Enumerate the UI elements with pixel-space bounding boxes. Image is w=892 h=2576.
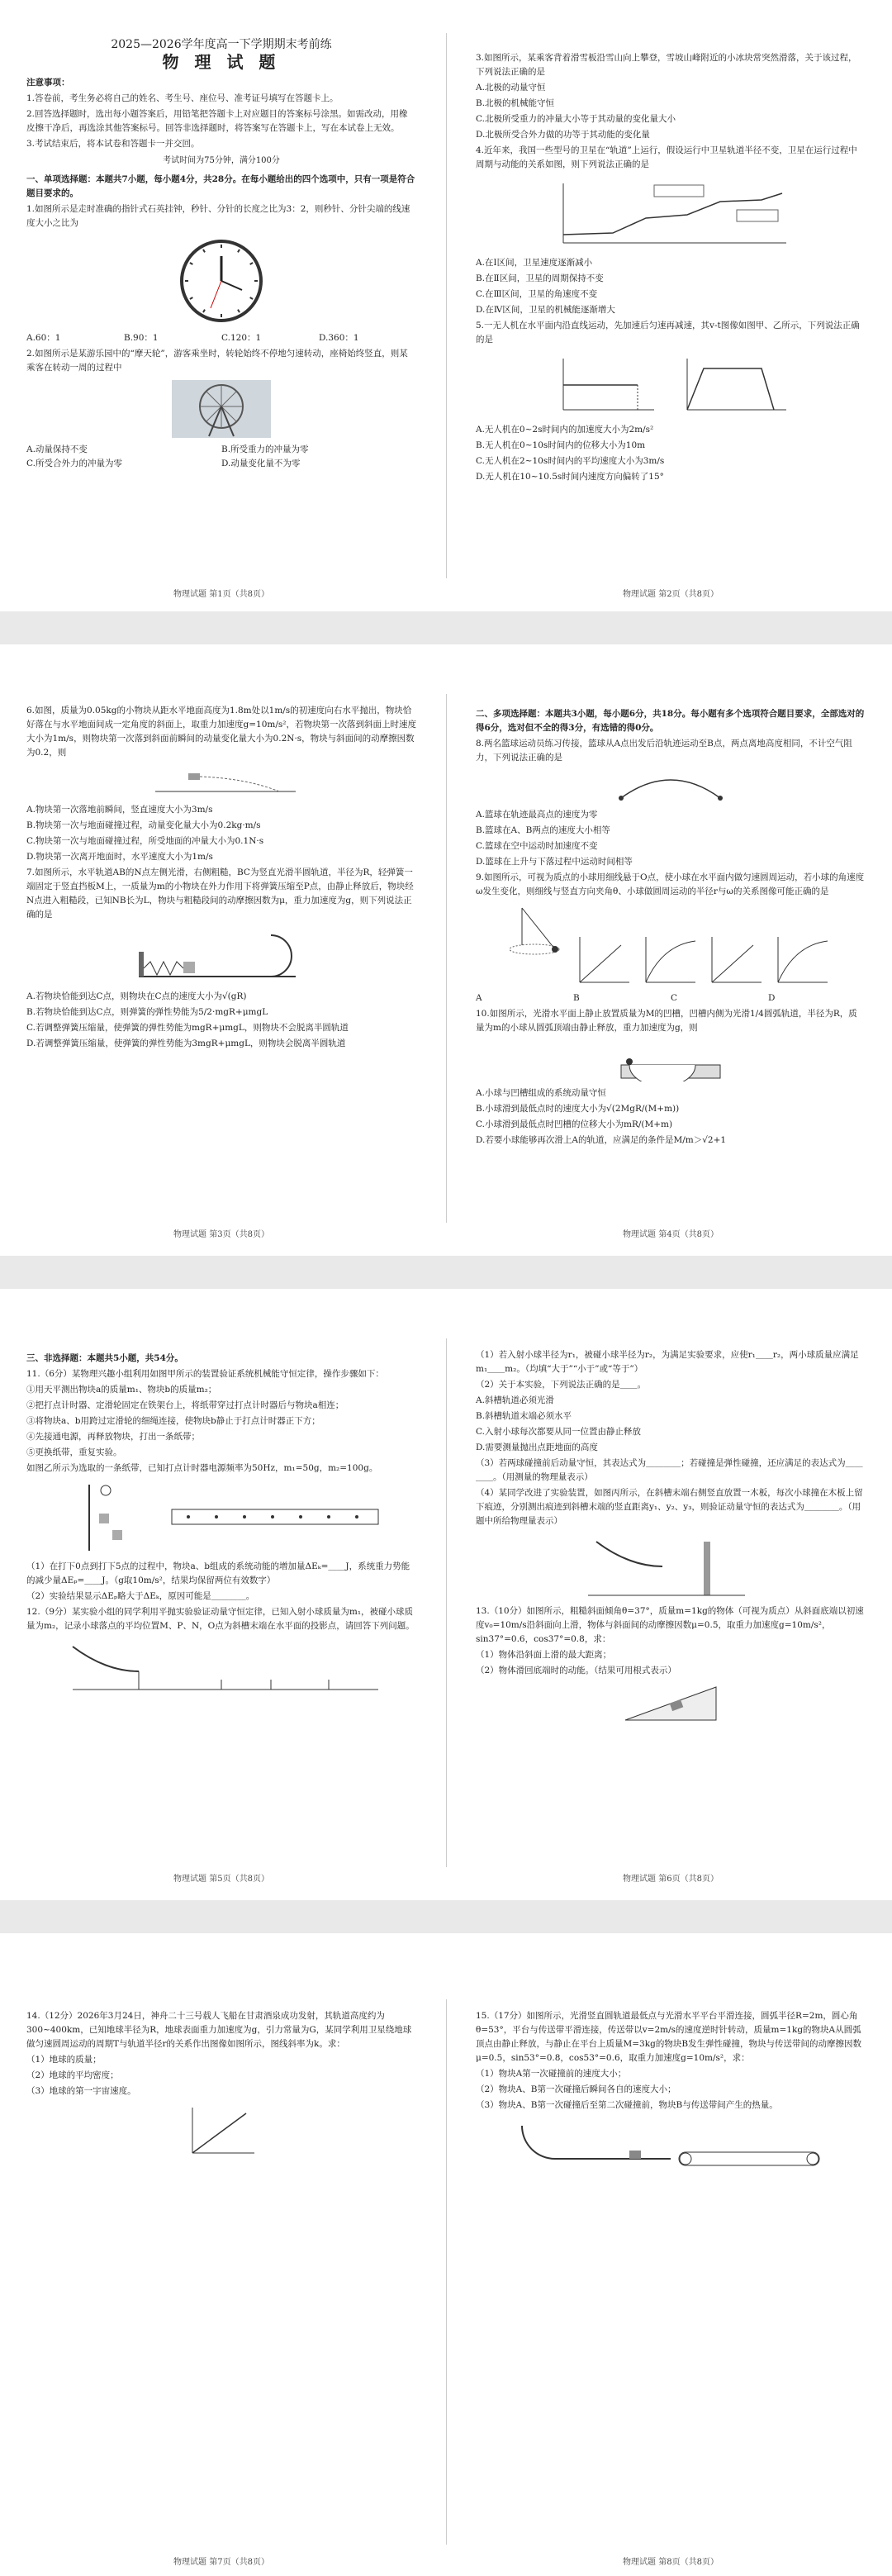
question-text: 14.（12分）2026年3月24日，神舟二十三号载人飞船在甘肃酒泉成功发射，其轨道高度约为300~400km，已知地球半径为R，地球表面重力加速度为g，引力常量为G，某同学利用卫星绕地球做匀速圆周运动的周期T与轨道半径r的关系作出图像如图所示，图线斜率为k。求： xyxy=(26,2011,412,2049)
question-text: 15.（17分）如图所示，光滑竖直圆轨道最低点与光滑水平平台平滑连接，圆弧半径R=2m，圆心角θ=53°，平台与传送带平滑连接，传送带以v=2m/s的速度逆时针转动，质量m=1kg的物块A从圆弧顶点由静止释放，与静止在平台上质量M=3kg的物块B发生弹性碰撞，物块与传送带间的动摩擦因数μ=0.5，sin53°=0.8，cos53°=0.6，取重力加速度g=10m/s²，求： xyxy=(476,2011,862,2063)
sheet-divider xyxy=(446,1999,447,2545)
question-text: B.斜槽轨道末端必须水平 xyxy=(476,1411,572,1421)
question-text: 9.如图所示，可视为质点的小球用细线悬于O点，使小球在水平面内做匀速圆周运动，若小球的角速度ω发生变化，则细线与竖直方向夹角θ、小球做圆周运动的半径r与ω的关系图像可能正确的是 xyxy=(476,872,865,896)
page-footer: 物理试题 第8页（共8页） xyxy=(623,2558,719,2567)
question-text: 4.近年来，我国一些型号的卫星在“轨道”上运行，假设运行中卫星轨道半径不变，卫星在运行过程中周期与动能的关系如图，则下列说法正确的是 xyxy=(476,145,857,169)
page-footer: 物理试题 第6页（共8页） xyxy=(623,1875,719,1884)
exam-sheet-4 xyxy=(0,1933,892,2576)
page-footer: 物理试题 第5页（共8页） xyxy=(173,1875,269,1884)
question-text: （3）物块A、B第一次碰撞后至第二次碰撞前，物块B与传送带间产生的热量。 xyxy=(476,2100,778,2110)
conveyor-figure xyxy=(505,2117,836,2175)
exam-sheet-2 xyxy=(0,644,892,1256)
question-text: D.北极所受合外力做的功等于其动能的变化量 xyxy=(476,130,650,140)
question-text: 12.（9分）某实验小组的同学利用平抛实验验证动量守恒定律，已知入射小球质量为m₁，被碰小球质量为m₂，记录小球落点的平均位置M、P、N，O点为斜槽末端在水平面的投影点，请回答下列问题。 xyxy=(26,1607,415,1631)
answer-option: D.动量变化量不为零 xyxy=(221,459,301,468)
question-text: 5.一无人机在水平面内沿直线运动，先加速后匀速再减速，其v-t图像如图甲、乙所示，下列说法正确的是 xyxy=(476,321,860,345)
question-text: （2）关于本实验，下列说法正确的是＿＿。 xyxy=(476,1380,647,1390)
question-text: A.物块第一次落地前瞬间，竖直速度大小为3m/s xyxy=(26,805,213,815)
wall-clock-figure xyxy=(176,235,267,326)
projectile-figure xyxy=(139,765,304,798)
pendulum-graphs-figure xyxy=(505,904,836,986)
question-text: C.物块第一次与地面碰撞过程，所受地面的冲量大小为0.1N·s xyxy=(26,836,264,846)
question-text: （3）地球的第一宇宙速度。 xyxy=(26,2086,136,2096)
answer-options xyxy=(476,991,866,1005)
question-text: 2.如图所示是某游乐园中的“摩天轮”，游客乘坐时，转轮始终不停地匀速转动，座椅始终竖直，则某乘客在转动一周的过程中 xyxy=(26,349,408,373)
question-text: ①用天平测出物块a的质量m₁、物块b的质量m₂； xyxy=(26,1385,217,1395)
question-text: B.物块第一次与地面碰撞过程，动量变化量大小为0.2kg·m/s xyxy=(26,820,261,830)
question-text: 6.如图，质量为0.05kg的小物块从距水平地面高度为1.8m处以1m/s的初速度向右水平抛出，物块恰好落在与水平地面间成一定角度的斜面上，取重力加速度g=10m/s²，若物块第一次落到斜面上时速度大小为1m/s，则物块第一次落到斜面前瞬间的动量变化量大小为0.2N·s，物块与斜面间的动摩擦因数为0.2，则 xyxy=(26,706,416,758)
question-text: A.小球与凹槽组成的系统动量守恒 xyxy=(476,1088,606,1098)
page-5-column xyxy=(15,1347,428,1701)
question-text: B.小球滑到最低点时的速度大小为√(2MgR/(M+m)) xyxy=(476,1104,680,1114)
incline-figure xyxy=(621,1683,720,1724)
notice-item: 3.考试结束后，将本试卷和答题卡一并交回。 xyxy=(26,139,200,149)
exam-sheet-1 xyxy=(0,0,892,611)
exam-time: 考试时间为75分钟，满分100分 xyxy=(163,156,280,165)
answer-option: D.360：1 xyxy=(319,333,359,343)
question-text: 11.（6分）某物理兴趣小组利用如图甲所示的装置验证系统机械能守恒定律，操作步骤如下： xyxy=(26,1369,384,1379)
page-2-column xyxy=(464,50,877,486)
question-text: B.篮球在A、B两点的速度大小相等 xyxy=(476,825,610,835)
question-text: 7.如图所示，水平轨道AB的N点左侧光滑，右侧粗糙，BC为竖直光滑半圆轨道，半径为R，轻弹簧一端固定于竖直挡板M上，一质量为m的小物块在外力作用下将弹簧压缩至P点，由静止释放后，物块经N点进入粗糙段，已知NB长为L，物块与粗糙段间的动摩擦因数为μ，重力加速度为g，则下列说法正确的是 xyxy=(26,867,414,920)
question-text: D.需要测量抛出点距地面的高度 xyxy=(476,1442,598,1452)
question-text: ②把打点计时器、定滑轮固定在铁架台上，将纸带穿过打点计时器后与物块a相连； xyxy=(26,1400,344,1410)
question-text: D.篮球在上升与下落过程中运动时间相等 xyxy=(476,857,633,867)
question-text: B.北极的机械能守恒 xyxy=(476,98,555,108)
question-text: D.无人机在10~10.5s时间内速度方向偏转了15° xyxy=(476,472,664,482)
sheet-divider xyxy=(446,33,447,578)
question-text: C.在Ⅲ区间，卫星的角速度不变 xyxy=(476,289,598,299)
answer-option: D xyxy=(768,993,776,1003)
question-text: （2）物块A、B第一次碰撞后瞬间各自的速度大小； xyxy=(476,2084,676,2094)
question-text: （1）物块A第一次碰撞前的速度大小； xyxy=(476,2069,627,2079)
orbit-graph-figure xyxy=(547,177,795,251)
question-text: （2）地球的平均密度； xyxy=(26,2070,119,2080)
page-footer: 物理试题 第1页（共8页） xyxy=(173,590,269,599)
exam-title: 物 理 试 题 xyxy=(162,52,281,72)
answer-option: B.所受重力的冲量为零 xyxy=(221,444,309,454)
question-text: ⑤更换纸带，重复实验。 xyxy=(26,1447,122,1457)
question-text: （1）物体沿斜面上滑的最大距离； xyxy=(476,1650,612,1660)
question-text: 10.如图所示，光滑水平面上静止放置质量为M的凹槽，凹槽内侧为光滑1/4圆弧轨道，半径为R，质量为m的小球从圆弧顶端由静止释放，重力加速度为g，则 xyxy=(476,1009,857,1033)
page-3-column xyxy=(15,702,428,1053)
sheet-divider xyxy=(446,1338,447,1867)
answer-options xyxy=(26,443,416,471)
question-text: C.小球滑到最低点时凹槽的位移大小为mR/(M+m) xyxy=(476,1119,673,1129)
sheet-divider xyxy=(446,694,447,1223)
page-1-column xyxy=(15,33,428,471)
question-text: 如图乙所示为选取的一条纸带，已知打点计时器电源频率为50Hz，m₁=50g，m₂=100g。 xyxy=(26,1463,378,1473)
question-text: 13.（10分）如图所示，粗糙斜面倾角θ=37°，质量m=1kg的物体（可视为质点）从斜面底端以初速度v₀=10m/s沿斜面向上滑，物体与斜面间的动摩擦因数μ=0.5，取重力加速度g=10m/s²，sin37°=0.6，cos37°=0.8，求： xyxy=(476,1606,864,1644)
question-text: D.若要小球能够再次滑上A的轨道，应满足的条件是M/m＞√2+1 xyxy=(476,1135,727,1145)
page-6-column xyxy=(464,1347,877,1729)
apparatus-12b-figure xyxy=(580,1533,762,1599)
question-text: （1）在打下0点到打下5点的过程中，物块a、b组成的系统动能的增加量ΔEₖ=＿＿J，系统重力势能的减少量ΔEₚ=＿＿J。（g取10m/s²，结果均保留两位有效数字） xyxy=(26,1561,410,1585)
basketball-arc-figure xyxy=(613,770,728,803)
ferris-wheel-photo xyxy=(172,380,271,438)
section-heading: 二、多项选择题：本题共3小题，每小题6分，共18分。每小题有多个选项符合题目要求，全部选对的得6分，选对但不全的得3分，有选错的得0分。 xyxy=(476,709,865,733)
question-text: （4）某同学改进了实验装置，如图丙所示，在斜槽末端右侧竖直放置一木板，每次小球撞在木板上留下痕迹，分别测出痕迹到斜槽末端的竖直距离y₁、y₂、y₃，则验证动量守恒的表达式为＿＿＿＿。（用题中所给物理量表示） xyxy=(476,1488,863,1526)
page-7-column xyxy=(15,2008,428,2166)
question-text: ③将物块a、b用跨过定滑轮的细绳连接，使物块b静止于打点计时器正下方； xyxy=(26,1416,320,1426)
page-footer: 物理试题 第4页（共8页） xyxy=(623,1230,719,1239)
apparatus-11-figure xyxy=(56,1480,387,1555)
page-footer: 物理试题 第7页（共8页） xyxy=(173,2558,269,2567)
question-text: D.在Ⅳ区间，卫星的机械能逐渐增大 xyxy=(476,305,615,315)
question-text: （3）若两球碰撞前后动量守恒，其表达式为＿＿＿＿；若碰撞是弹性碰撞，还应满足的表达式为＿＿＿＿。（用测量的物理量表示） xyxy=(476,1458,863,1482)
question-text: （1）地球的质量； xyxy=(26,2055,102,2065)
page-footer: 物理试题 第3页（共8页） xyxy=(173,1230,269,1239)
apparatus-12-figure xyxy=(56,1638,387,1696)
answer-option: C.120：1 xyxy=(221,333,262,343)
question-text: （2）物体滑回底端时的动能。（结果可用根式表示） xyxy=(476,1666,676,1675)
answer-option: A xyxy=(476,993,482,1003)
question-text: D.物块第一次离开地面时，水平速度大小为1m/s xyxy=(26,852,213,862)
question-text: A.斜槽轨道必须光滑 xyxy=(476,1395,554,1405)
page-footer: 物理试题 第2页（共8页） xyxy=(623,590,719,599)
question-text: C.篮球在空中运动时加速度不变 xyxy=(476,841,598,851)
notice-heading: 注意事项： xyxy=(26,78,70,88)
answer-option: B.90：1 xyxy=(124,333,159,343)
question-text: A.若物块恰能到达C点，则物块在C点的速度大小为√(gR) xyxy=(26,991,247,1001)
question-text: （2）实验结果显示ΔEₚ略大于ΔEₖ，原因可能是＿＿＿＿。 xyxy=(26,1591,255,1601)
question-text: （1）若入射小球半径为r₁，被碰小球半径为r₂，为满足实验要求，应使r₁＿＿r₂，两小球质量应满足m₁＿＿m₂。（均填“大于”“小于”或“等于”） xyxy=(476,1350,859,1374)
question-text: 3.如图所示，某乘客背着滑雪板沿雪山向上攀登，雪坡山峰附近的小冰块常突然滑落，关于该过程，下列说法正确的是 xyxy=(476,53,857,77)
question-text: C.若调整弹簧压缩量，使弹簧的弹性势能为mgR+μmgL，则物块不会脱离半圆轨道 xyxy=(26,1023,349,1033)
page-8-column xyxy=(464,2008,877,2180)
groove-figure xyxy=(605,1040,737,1081)
question-text: A.北极的动量守恒 xyxy=(476,83,546,93)
question-text: C.无人机在2~10s时间内的平均速度大小为3m/s xyxy=(476,456,665,466)
answer-option: A.60：1 xyxy=(26,333,61,343)
answer-option: A.动量保持不变 xyxy=(26,444,88,454)
question-text: B.若物块恰能到达C点，则弹簧的弹性势能为5/2·mgR+μmgL xyxy=(26,1007,268,1017)
exam-header: 2025—2026学年度高一下学期期末考前练 xyxy=(111,38,332,51)
question-text: A.在Ⅰ区间，卫星速度逐渐减小 xyxy=(476,258,593,268)
section-heading: 一、单项选择题：本题共7小题，每小题4分，共28分。在每小题给出的四个选项中，只有一项是符合题目要求的。 xyxy=(26,174,415,198)
page-4-column xyxy=(464,702,877,1149)
question-text: B.在Ⅱ区间，卫星的周期保持不变 xyxy=(476,273,604,283)
question-text: A.篮球在轨迹最高点的速度为零 xyxy=(476,810,598,820)
spring-track-figure xyxy=(130,927,312,985)
vt-graphs-figure xyxy=(547,352,795,418)
answer-option: C xyxy=(671,993,678,1003)
notice-item: 2.回答选择题时，选出每小题答案后，用铅笔把答题卡上对应题目的答案标号涂黑。如需改动，用橡皮擦干净后，再选涂其他答案标号。回答非选择题时，将答案写在答题卡上，写在本试卷上无效。 xyxy=(26,109,408,133)
answer-option: B xyxy=(573,993,580,1003)
question-text: 8.两名篮球运动员练习传接，篮球从A点出发后沿轨迹运动至B点，两点离地高度相同，不计空气阻力，下列说法正确的是 xyxy=(476,739,852,763)
exam-sheet-3 xyxy=(0,1289,892,1900)
question-text: C.入射小球每次都要从同一位置由静止释放 xyxy=(476,1427,641,1437)
notice-item: 1.答卷前，考生务必将自己的姓名、考生号、座位号、准考证号填写在答题卡上。 xyxy=(26,93,339,103)
question-text: C.北极所受重力的冲量大小等于其动量的变化量大小 xyxy=(476,114,676,124)
question-text: B.无人机在0~10s时间内的位移大小为10m xyxy=(476,440,646,450)
question-text: A.无人机在0~2s时间内的加速度大小为2m/s² xyxy=(476,425,654,435)
section-heading: 三、非选择题：本题共5小题，共54分。 xyxy=(26,1353,183,1363)
period-radius-graph xyxy=(184,2103,259,2161)
question-text: ④先接通电源，再释放物块，打出一条纸带； xyxy=(26,1432,200,1442)
answer-option: C.所受合外力的冲量为零 xyxy=(26,459,122,468)
question-text: 1.如图所示是走时准确的指针式石英挂钟，秒针、分针的长度之比为3：2，则秒针、分针尖端的线速度大小之比为 xyxy=(26,204,410,228)
question-text: D.若调整弹簧压缩量，使弹簧的弹性势能为3mgR+μmgL，则物块会脱离半圆轨道 xyxy=(26,1038,346,1048)
answer-options xyxy=(26,331,416,345)
